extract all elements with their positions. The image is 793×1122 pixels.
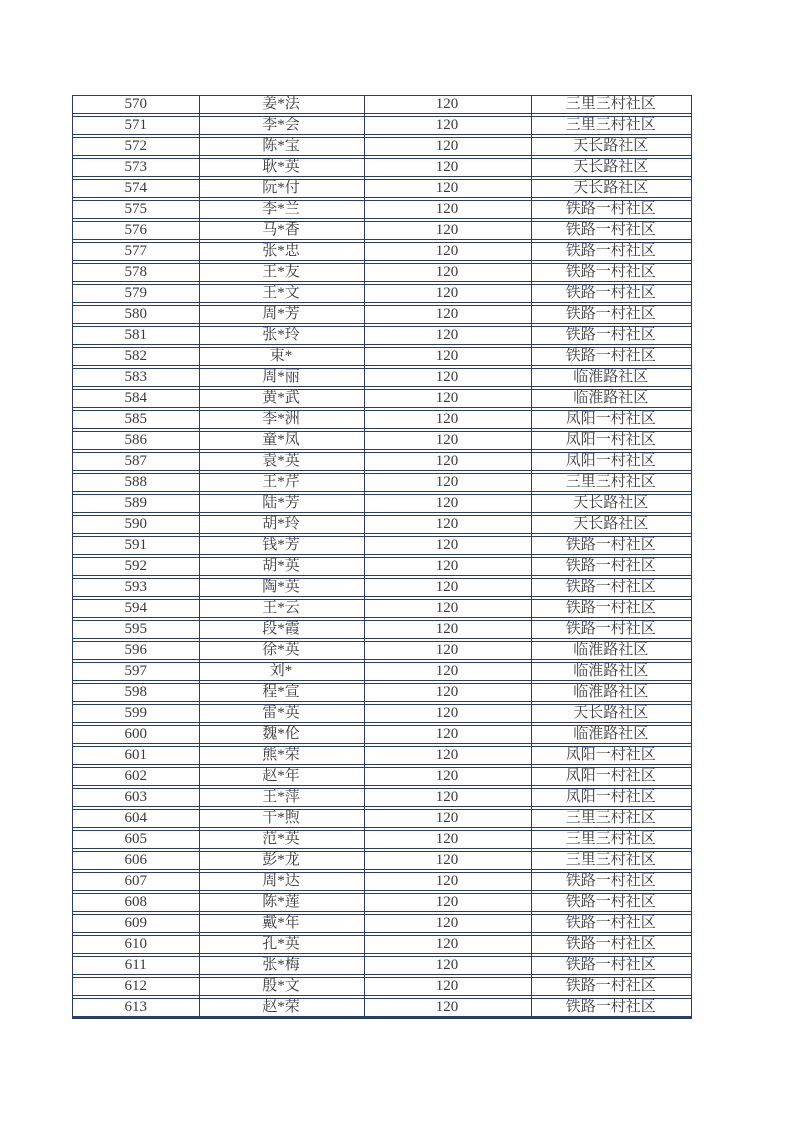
cell-community: 三里三村社区 [565, 96, 656, 112]
cell-community: 铁路一村社区 [565, 306, 656, 322]
table-row [73, 137, 691, 156]
cell-masked-name: 黄*武 [262, 390, 300, 406]
cell-community: 临淮路社区 [573, 663, 649, 679]
cell-masked-name: 魏*伦 [262, 726, 300, 742]
cell-serial-number: 607 [124, 873, 147, 889]
table-rows [73, 95, 691, 1017]
cell-masked-name: 钱*芳 [262, 537, 300, 553]
cell-community: 铁路一村社区 [565, 978, 656, 994]
cell-amount: 120 [435, 96, 459, 112]
cell-serial-number: 604 [124, 810, 147, 826]
table-row [73, 158, 691, 177]
cell-community: 三里三村社区 [565, 117, 656, 133]
cell-serial-number: 580 [124, 306, 147, 322]
cell-community: 铁路一村社区 [565, 243, 656, 259]
cell-masked-name: 王*芹 [262, 474, 300, 490]
cell-serial-number: 573 [124, 159, 147, 175]
cell-serial-number: 606 [124, 852, 147, 868]
cell-serial-number: 570 [124, 96, 147, 112]
cell-masked-name: 陈*宝 [262, 138, 300, 154]
cell-masked-name: 胡*英 [262, 558, 300, 574]
table-row [73, 641, 691, 660]
cell-serial-number: 610 [124, 936, 147, 952]
table-row [73, 179, 691, 198]
table-row [73, 368, 691, 387]
table-row [73, 221, 691, 240]
cell-amount: 120 [435, 957, 459, 973]
cell-amount: 120 [435, 243, 459, 259]
cell-serial-number: 595 [124, 621, 147, 637]
cell-community: 天长路社区 [573, 495, 649, 511]
cell-amount: 120 [435, 894, 459, 910]
cell-community: 凤阳一村社区 [565, 453, 656, 469]
cell-amount: 120 [435, 117, 459, 133]
cell-amount: 120 [435, 432, 459, 448]
table-row [73, 683, 691, 702]
cell-masked-name: 彭*龙 [262, 852, 300, 868]
table-row [73, 410, 691, 429]
cell-community: 临淮路社区 [573, 369, 649, 385]
table-row [73, 515, 691, 534]
cell-masked-name: 范*英 [262, 831, 300, 847]
cell-community: 凤阳一村社区 [565, 432, 656, 448]
cell-amount: 120 [435, 999, 459, 1015]
cell-amount: 120 [435, 558, 459, 574]
table-row [73, 893, 691, 912]
table-row [73, 326, 691, 345]
cell-serial-number: 575 [124, 201, 147, 217]
cell-community: 铁路一村社区 [565, 621, 656, 637]
table-row [73, 872, 691, 891]
cell-amount: 120 [435, 180, 459, 196]
cell-amount: 120 [435, 915, 459, 931]
cell-amount: 120 [435, 936, 459, 952]
cell-serial-number: 577 [124, 243, 147, 259]
table-row [73, 536, 691, 555]
table-row [73, 914, 691, 933]
cell-serial-number: 612 [124, 978, 147, 994]
table-row [73, 725, 691, 744]
table-row [73, 830, 691, 849]
cell-masked-name: 赵*荣 [262, 999, 300, 1015]
table-row [73, 935, 691, 954]
cell-serial-number: 583 [124, 369, 147, 385]
cell-masked-name: 李*洲 [262, 411, 300, 427]
cell-amount: 120 [435, 516, 459, 532]
cell-community: 凤阳一村社区 [565, 768, 656, 784]
cell-community: 铁路一村社区 [565, 558, 656, 574]
cell-amount: 120 [435, 810, 459, 826]
cell-serial-number: 584 [124, 390, 147, 406]
cell-masked-name: 戴*年 [262, 915, 300, 931]
cell-community: 凤阳一村社区 [565, 747, 656, 763]
cell-amount: 120 [435, 579, 459, 595]
table-row [73, 767, 691, 786]
cell-masked-name: 耿*英 [262, 159, 300, 175]
cell-serial-number: 609 [124, 915, 147, 931]
cell-serial-number: 593 [124, 579, 147, 595]
cell-serial-number: 576 [124, 222, 147, 238]
cell-serial-number: 587 [124, 453, 147, 469]
cell-masked-name: 姜*法 [262, 96, 300, 112]
cell-masked-name: 陆*芳 [262, 495, 300, 511]
cell-serial-number: 596 [124, 642, 147, 658]
cell-community: 临淮路社区 [573, 726, 649, 742]
cell-masked-name: 陶*英 [262, 579, 300, 595]
cell-masked-name: 干*煦 [262, 810, 300, 826]
cell-masked-name: 殷*文 [262, 978, 300, 994]
table-row [73, 389, 691, 408]
cell-masked-name: 袁*英 [262, 453, 300, 469]
cell-serial-number: 571 [124, 117, 147, 133]
cell-masked-name: 徐*英 [262, 642, 300, 658]
cell-serial-number: 591 [124, 537, 147, 553]
table-row [73, 200, 691, 219]
cell-community: 三里三村社区 [565, 831, 656, 847]
table-row [73, 431, 691, 450]
table-row [73, 473, 691, 492]
cell-amount: 120 [435, 201, 459, 217]
cell-community: 铁路一村社区 [565, 285, 656, 301]
cell-amount: 120 [435, 600, 459, 616]
cell-community: 天长路社区 [573, 159, 649, 175]
cell-masked-name: 王*友 [262, 264, 300, 280]
cell-serial-number: 588 [124, 474, 147, 490]
cell-amount: 120 [435, 705, 459, 721]
cell-masked-name: 童*凤 [262, 432, 300, 448]
cell-amount: 120 [435, 453, 459, 469]
column-divider-2 [364, 95, 365, 1017]
cell-amount: 120 [435, 306, 459, 322]
cell-amount: 120 [435, 327, 459, 343]
table-row [73, 809, 691, 828]
cell-community: 铁路一村社区 [565, 600, 656, 616]
cell-serial-number: 590 [124, 516, 147, 532]
table-row [73, 620, 691, 639]
cell-amount: 120 [435, 411, 459, 427]
cell-serial-number: 581 [124, 327, 147, 343]
cell-masked-name: 马*香 [262, 222, 300, 238]
cell-community: 临淮路社区 [573, 684, 649, 700]
cell-masked-name: 周*丽 [262, 369, 300, 385]
cell-amount: 120 [435, 684, 459, 700]
table-row [73, 494, 691, 513]
cell-serial-number: 572 [124, 138, 147, 154]
table-row [73, 242, 691, 261]
cell-serial-number: 585 [124, 411, 147, 427]
cell-community: 天长路社区 [573, 516, 649, 532]
cell-serial-number: 589 [124, 495, 147, 511]
cell-masked-name: 段*霞 [262, 621, 300, 637]
cell-amount: 120 [435, 264, 459, 280]
cell-serial-number: 603 [124, 789, 147, 805]
table-row [73, 578, 691, 597]
table-row [73, 95, 691, 114]
cell-serial-number: 586 [124, 432, 147, 448]
cell-masked-name: 周*达 [262, 873, 300, 889]
cell-community: 铁路一村社区 [565, 201, 656, 217]
cell-community: 天长路社区 [573, 705, 649, 721]
table-row [73, 788, 691, 807]
cell-amount: 120 [435, 852, 459, 868]
cell-community: 铁路一村社区 [565, 348, 656, 364]
cell-community: 铁路一村社区 [565, 327, 656, 343]
cell-community: 铁路一村社区 [565, 915, 656, 931]
cell-amount: 120 [435, 495, 459, 511]
table-row [73, 557, 691, 576]
cell-masked-name: 王*云 [262, 600, 300, 616]
cell-masked-name: 雷*英 [262, 705, 300, 721]
cell-community: 铁路一村社区 [565, 264, 656, 280]
table-row [73, 851, 691, 870]
cell-masked-name: 周*芳 [262, 306, 300, 322]
cell-amount: 120 [435, 726, 459, 742]
cell-masked-name: 王*萍 [262, 789, 300, 805]
cell-community: 铁路一村社区 [565, 537, 656, 553]
cell-community: 临淮路社区 [573, 390, 649, 406]
cell-masked-name: 王*文 [262, 285, 300, 301]
cell-serial-number: 613 [124, 999, 147, 1015]
table-row [73, 347, 691, 366]
table-row [73, 956, 691, 975]
cell-amount: 120 [435, 747, 459, 763]
cell-community: 凤阳一村社区 [565, 789, 656, 805]
cell-community: 铁路一村社区 [565, 894, 656, 910]
cell-community: 天长路社区 [573, 180, 649, 196]
cell-community: 临淮路社区 [573, 642, 649, 658]
cell-community: 铁路一村社区 [565, 873, 656, 889]
table-row [73, 305, 691, 324]
table-row [73, 263, 691, 282]
cell-amount: 120 [435, 222, 459, 238]
table-row [73, 746, 691, 765]
cell-masked-name: 刘* [269, 663, 293, 679]
cell-community: 铁路一村社区 [565, 579, 656, 595]
cell-community: 铁路一村社区 [565, 957, 656, 973]
cell-community: 铁路一村社区 [565, 936, 656, 952]
cell-masked-name: 李*会 [262, 117, 300, 133]
cell-amount: 120 [435, 768, 459, 784]
cell-serial-number: 605 [124, 831, 147, 847]
cell-amount: 120 [435, 663, 459, 679]
cell-amount: 120 [435, 621, 459, 637]
table-row [73, 662, 691, 681]
cell-amount: 120 [435, 348, 459, 364]
cell-serial-number: 602 [124, 768, 147, 784]
cell-amount: 120 [435, 138, 459, 154]
cell-amount: 120 [435, 390, 459, 406]
table-row [73, 704, 691, 723]
cell-serial-number: 582 [124, 348, 147, 364]
cell-masked-name: 张*玲 [262, 327, 300, 343]
cell-amount: 120 [435, 537, 459, 553]
cell-community: 铁路一村社区 [565, 999, 656, 1015]
table-row [73, 977, 691, 996]
cell-masked-name: 孔*英 [262, 936, 300, 952]
cell-community: 三里三村社区 [565, 474, 656, 490]
cell-amount: 120 [435, 642, 459, 658]
table-row [73, 284, 691, 303]
cell-masked-name: 束* [269, 348, 293, 364]
cell-serial-number: 599 [124, 705, 147, 721]
cell-serial-number: 601 [124, 747, 147, 763]
cell-community: 凤阳一村社区 [565, 411, 656, 427]
cell-amount: 120 [435, 474, 459, 490]
cell-serial-number: 598 [124, 684, 147, 700]
cell-serial-number: 592 [124, 558, 147, 574]
cell-community: 天长路社区 [573, 138, 649, 154]
cell-masked-name: 阮*付 [262, 180, 300, 196]
cell-amount: 120 [435, 873, 459, 889]
cell-serial-number: 608 [124, 894, 147, 910]
table-row [73, 116, 691, 135]
cell-amount: 120 [435, 369, 459, 385]
cell-masked-name: 程*宣 [262, 684, 300, 700]
column-divider-1 [199, 95, 200, 1017]
beneficiary-table [72, 95, 692, 1019]
cell-amount: 120 [435, 789, 459, 805]
cell-masked-name: 张*梅 [262, 957, 300, 973]
table-row [73, 599, 691, 618]
cell-masked-name: 赵*年 [262, 768, 300, 784]
cell-masked-name: 陈*莲 [262, 894, 300, 910]
cell-serial-number: 579 [124, 285, 147, 301]
cell-amount: 120 [435, 978, 459, 994]
table-row [73, 452, 691, 471]
cell-serial-number: 600 [124, 726, 147, 742]
cell-community: 铁路一村社区 [565, 222, 656, 238]
column-divider-3 [531, 95, 532, 1017]
cell-community: 三里三村社区 [565, 852, 656, 868]
cell-amount: 120 [435, 159, 459, 175]
cell-masked-name: 张*忠 [262, 243, 300, 259]
cell-masked-name: 李*兰 [262, 201, 300, 217]
cell-serial-number: 574 [124, 180, 147, 196]
cell-serial-number: 611 [124, 957, 147, 973]
cell-community: 三里三村社区 [565, 810, 656, 826]
cell-serial-number: 578 [124, 264, 147, 280]
cell-amount: 120 [435, 831, 459, 847]
cell-serial-number: 597 [124, 663, 147, 679]
cell-masked-name: 胡*玲 [262, 516, 300, 532]
cell-masked-name: 熊*荣 [262, 747, 300, 763]
table-row [73, 998, 691, 1017]
cell-amount: 120 [435, 285, 459, 301]
cell-serial-number: 594 [124, 600, 147, 616]
